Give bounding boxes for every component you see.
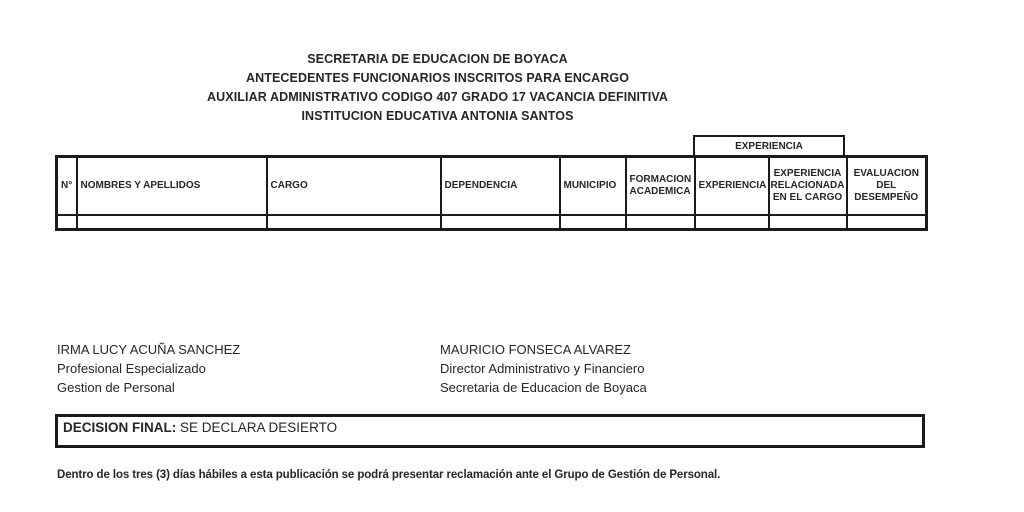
column-header-formacion-academica: FORMACION ACADEMICA — [626, 157, 695, 215]
signer-department-right: Secretaria de Educacion de Boyaca — [440, 380, 647, 395]
table-row — [57, 215, 927, 230]
experiencia-group-header: EXPERIENCIA — [693, 135, 845, 157]
column-header-municipio: MUNICIPIO — [560, 157, 626, 215]
table-header-row — [57, 157, 927, 215]
decision-final-value: SE DECLARA DESIERTO — [180, 420, 338, 435]
signer-title-left: Profesional Especializado — [57, 361, 206, 376]
title-line-1: SECRETARIA DE EDUCACION DE BOYACA — [307, 52, 568, 66]
cell-dependencia — [441, 215, 560, 230]
title-line-4: INSTITUCION EDUCATIVA ANTONIA SANTOS — [301, 109, 574, 123]
signer-department-left: Gestion de Personal — [57, 380, 175, 395]
cell-formacion-academica — [626, 215, 695, 230]
column-header-experiencia: EXPERIENCIA — [695, 157, 769, 215]
cell-municipio — [560, 215, 626, 230]
column-header-evaluacion-desempeno: EVALUACION DEL DESEMPEÑO — [847, 157, 927, 215]
signer-title-right: Director Administrativo y Financiero — [440, 361, 645, 376]
reclamation-note: Dentro de los tres (3) días hábiles a esta publicación se podrá presentar reclamación ante el Grupo de Gestión de Personal. — [57, 469, 721, 481]
cell-experiencia — [695, 215, 769, 230]
cell-numero — [57, 215, 77, 230]
signature-block-left — [57, 340, 240, 397]
column-header-nombres: NOMBRES Y APELLIDOS — [77, 157, 267, 215]
document-title — [15, 50, 860, 126]
cell-nombres — [77, 215, 267, 230]
decision-final-box — [55, 414, 925, 448]
signer-name-right: MAURICIO FONSECA ALVAREZ — [440, 342, 631, 357]
column-header-numero: N° — [57, 157, 77, 215]
cell-cargo — [267, 215, 441, 230]
column-header-dependencia: DEPENDENCIA — [441, 157, 560, 215]
title-line-2: ANTECEDENTES FUNCIONARIOS INSCRITOS PARA ENCARGO — [245, 71, 630, 85]
candidates-table — [55, 155, 928, 231]
cell-evaluacion-desempeno — [847, 215, 927, 230]
signature-block-right — [440, 340, 647, 397]
column-header-cargo: CARGO — [267, 157, 441, 215]
title-line-3: AUXILIAR ADMINISTRATIVO CODIGO 407 GRADO 17 VACANCIA DEFINITIVA — [207, 90, 668, 104]
signer-name-left: IRMA LUCY ACUÑA SANCHEZ — [57, 342, 241, 357]
cell-experiencia-relacionada — [769, 215, 847, 230]
decision-final-label: DECISION FINAL: — [63, 420, 177, 435]
column-header-experiencia-relacionada: EXPERIENCIA RELACIONADA EN EL CARGO — [769, 157, 847, 215]
